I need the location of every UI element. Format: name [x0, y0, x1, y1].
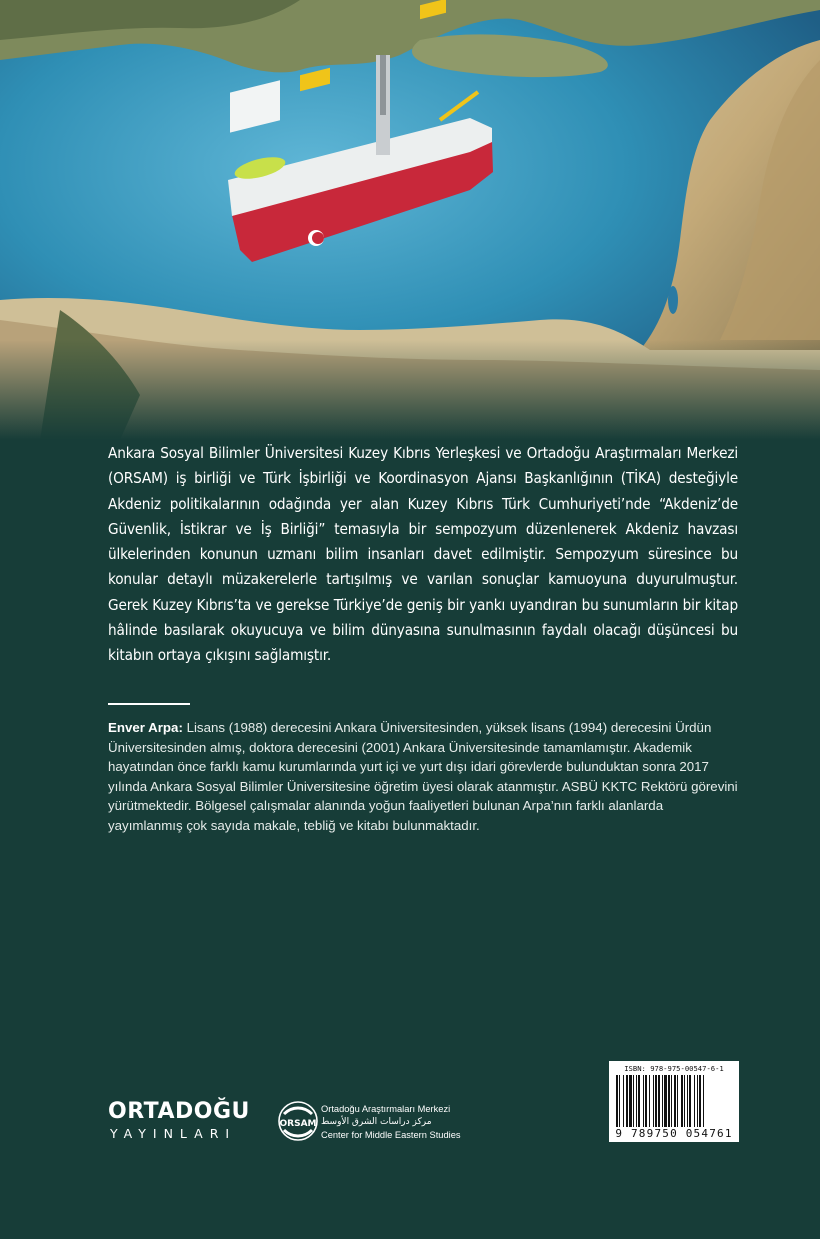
- section-divider: [108, 703, 190, 705]
- orsam-logo: [278, 1100, 461, 1145]
- barcode-bar: [619, 1075, 620, 1127]
- orsam-wordmark: ORSAM: [279, 1119, 317, 1129]
- barcode-bar: [638, 1075, 640, 1127]
- orsam-name-en: Center for Middle Eastern Studies: [321, 1130, 461, 1140]
- barcode-bar: [662, 1075, 663, 1127]
- cover-photo: [0, 0, 820, 440]
- barcode-bar: [684, 1075, 685, 1127]
- barcode-bar: [699, 1075, 701, 1127]
- barcode-bar: [674, 1075, 676, 1127]
- barcode-bar: [671, 1075, 672, 1127]
- barcode-bar: [653, 1075, 654, 1127]
- orsam-name-tr: Ortadoğu Araştırmaları Merkezi: [321, 1104, 451, 1114]
- barcode-icon: [615, 1075, 733, 1127]
- barcode-bar: [649, 1075, 650, 1127]
- barcode-bar: [694, 1075, 695, 1127]
- author-bio: [108, 718, 740, 836]
- barcode-bar: [681, 1075, 683, 1127]
- barcode-bar: [626, 1075, 628, 1127]
- orsam-names: [321, 1103, 461, 1142]
- isbn-digits: 9 789750 054761: [615, 1127, 733, 1140]
- barcode-bar: [629, 1075, 632, 1127]
- barcode-bar: [677, 1075, 678, 1127]
- orsam-name-ar: مركز دراسات الشرق الأوسط: [321, 1117, 432, 1127]
- barcode-bar: [655, 1075, 657, 1127]
- book-description: Ankara Sosyal Bilimler Üniversitesi Kuzey Kıbrıs Yerleşkesi ve Ortadoğu Araştırmaları Merkezi (ORSAM) iş birliği ve Türk İşbirliği ve Koordinasyon Ajansı Başkanlığının (TİKA) desteğiyle Akdeniz politikalarının odağında yer alan Kuzey Kıbrıs Türk Cumhuriyeti’nde “Akdeniz’de Güvenlik, İstikrar ve İş Birliği” temasıyla bir sempozyum düzenlenerek Akdeniz havzası ülkelerinden konunun uzmanı bilim insanları davet edilmiştir. Sempozyum süresince bu konular detaylı müzakerelerle tartışılmış ve varılan sonuçlar kamuoyuna duyurulmuştur. Gerek Kuzey Kıbrıs’ta ve gerekse Türkiye’de geniş bir yankı uyandıran bu sunumların bir kitap hâlinde basılarak okuyucuya ve bilim dünyasına sunulmasının faydalı olacağı düşüncesi bu kitabın ortaya çıkışını sağlamıştır.: [108, 444, 738, 665]
- ortadogu-yayinlari-logo: [108, 1100, 254, 1144]
- author-bio-text: Lisans (1988) derecesini Ankara Üniversitesinden, yüksek lisans (1994) derecesini Ürdün Üniversitesinden almış, doktora derecesini (2001) Ankara Üniversitesinde tamamlamıştır. Akademik hayatından önce farklı kamu kurumlarında yurt içi ve yurt dışı idari görevlerde bulunduktan sonra 2017 yılında Ankara Sosyal Bilimler Üniversitesine öğretim üyesi olarak atanmıştır. ASBÜ KKTC Rektörü görevini yürütmektedir. Bölgesel çalışmalar alanında yoğun faaliyetleri bulunan Arpa’nın farklı alanlarda yayımlanmış çok sayıda makale, tebliğ ve kitabı bulunmaktadır.: [108, 720, 738, 833]
- barcode-bar: [689, 1075, 691, 1127]
- barcode-bar: [697, 1075, 698, 1127]
- publisher-subtitle: YAYINLARI: [110, 1126, 237, 1141]
- barcode-bar: [643, 1075, 644, 1127]
- barcode-bar: [633, 1075, 634, 1127]
- publisher-name: ORTADOĞU: [108, 1099, 250, 1124]
- barcode-bar: [664, 1075, 667, 1127]
- barcode-bar: [658, 1075, 660, 1127]
- isbn-barcode: [609, 1061, 739, 1142]
- satellite-image: [0, 0, 820, 440]
- barcode-bar: [668, 1075, 670, 1127]
- barcode-bar: [703, 1075, 704, 1127]
- barcode-bar: [623, 1075, 624, 1127]
- barcode-bar: [687, 1075, 688, 1127]
- barcode-bar: [616, 1075, 618, 1127]
- barcode-bar: [645, 1075, 647, 1127]
- isbn-label: ISBN: 978-975-00547-6-1: [624, 1064, 724, 1073]
- barcode-bar: [636, 1075, 637, 1127]
- author-name: Enver Arpa:: [108, 720, 183, 735]
